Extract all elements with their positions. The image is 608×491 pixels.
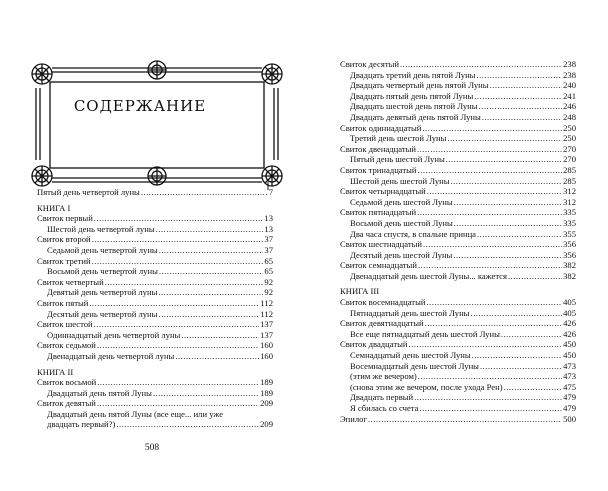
toc-entry-title: (этим же вечером) bbox=[350, 371, 417, 382]
dot-leader bbox=[508, 271, 562, 282]
toc-entry[interactable] bbox=[340, 271, 576, 282]
toc-list-left bbox=[37, 187, 273, 430]
toc-entry-title: Одиннадцатый день четвертой луны bbox=[47, 329, 181, 340]
toc-entry-page: 382 bbox=[563, 270, 576, 281]
toc-entry-page: 65 bbox=[264, 255, 273, 266]
dot-leader bbox=[476, 70, 562, 81]
toc-entry-title: Десятый день четвертой луны bbox=[47, 308, 158, 319]
toc-part-heading: КНИГА III bbox=[340, 286, 380, 297]
dot-leader bbox=[408, 339, 562, 350]
toc-entry-page: 137 bbox=[260, 329, 273, 340]
toc-entry[interactable] bbox=[340, 144, 576, 155]
toc-entry[interactable] bbox=[37, 256, 273, 267]
toc-entry-page: 13 bbox=[264, 223, 273, 234]
toc-entry-title: Девятый день четвертой луны bbox=[47, 287, 158, 298]
toc-entry-title: Шестой день четвертой луны bbox=[47, 223, 155, 234]
toc-entry[interactable] bbox=[340, 218, 576, 229]
toc-entry-page: 356 bbox=[563, 239, 576, 250]
toc-entry[interactable] bbox=[37, 377, 273, 388]
toc-entry-title: Двадцать третий день пятой Луны bbox=[350, 69, 476, 80]
toc-entry[interactable] bbox=[340, 392, 576, 403]
dot-leader bbox=[105, 277, 264, 288]
toc-entry-title: Восьмой день четвертой луны bbox=[47, 266, 158, 277]
toc-entry[interactable] bbox=[37, 388, 273, 399]
toc-entry[interactable] bbox=[340, 297, 576, 308]
toc-entry-title: Двенадцатый день четвертой луны bbox=[47, 350, 175, 361]
toc-entry-page: 209 bbox=[260, 398, 273, 409]
toc-entry-title: Эпилог bbox=[340, 413, 367, 424]
toc-entry-title: Свиток восемнадцатый bbox=[340, 297, 426, 308]
toc-entry-page: 240 bbox=[563, 80, 576, 91]
toc-entry-title: Свиток шестнадцатый bbox=[340, 239, 422, 250]
toc-entry[interactable] bbox=[37, 409, 273, 420]
dot-leader bbox=[418, 260, 562, 271]
dot-leader bbox=[97, 398, 259, 409]
toc-entry-title: Седьмой день шестой Луны bbox=[350, 196, 453, 207]
toc-entry-page: 92 bbox=[264, 287, 273, 298]
toc-entry-title: Шестой день шестой Луны bbox=[350, 175, 450, 186]
toc-entry-title: Восемнадцатый день шестой Луны bbox=[350, 360, 479, 371]
toc-entry[interactable] bbox=[340, 59, 576, 70]
toc-entry[interactable] bbox=[340, 176, 576, 187]
toc-entry[interactable] bbox=[340, 123, 576, 134]
toc-entry-title: Двадцать пятый день пятой Луны bbox=[350, 90, 474, 101]
toc-entry[interactable] bbox=[37, 213, 273, 224]
page-title: СОДЕРЖАНИЕ bbox=[73, 97, 207, 115]
dot-leader bbox=[490, 80, 563, 91]
toc-entry-title: Двадцать четвертый день пятой Луны bbox=[350, 80, 489, 91]
toc-entry[interactable] bbox=[340, 260, 576, 271]
toc-entry-title: Десятый день шестой Луны bbox=[350, 249, 453, 260]
toc-entry-page: 248 bbox=[563, 111, 576, 122]
toc-entry[interactable] bbox=[340, 207, 576, 218]
dot-leader bbox=[446, 154, 562, 165]
toc-entry-title: Двадцатый день пятой Луны bbox=[47, 387, 152, 398]
toc-entry-page: 189 bbox=[260, 377, 273, 388]
toc-entry-page: 112 bbox=[260, 308, 273, 319]
toc-entry-title: Свиток одиннадцатый bbox=[340, 122, 422, 133]
toc-entry[interactable] bbox=[37, 319, 273, 330]
toc-entry-page: 312 bbox=[563, 186, 576, 197]
toc-entry-page: 450 bbox=[563, 339, 576, 350]
toc-entry[interactable] bbox=[340, 165, 576, 176]
toc-entry-page: 382 bbox=[563, 260, 576, 271]
toc-entry-page: 426 bbox=[563, 318, 576, 329]
toc-entry[interactable] bbox=[37, 309, 273, 320]
toc-entry[interactable] bbox=[340, 414, 576, 425]
toc-entry-page: 312 bbox=[563, 196, 576, 207]
toc-entry-page: 137 bbox=[260, 319, 273, 330]
toc-entry[interactable] bbox=[340, 350, 576, 361]
toc-entry[interactable] bbox=[340, 239, 576, 250]
dot-leader bbox=[175, 351, 259, 362]
dot-leader bbox=[92, 256, 264, 267]
toc-entry-title: Двадцать шестой день пятой Луны bbox=[350, 101, 478, 112]
dot-leader bbox=[116, 419, 259, 430]
dot-leader bbox=[470, 308, 562, 319]
toc-entry-page: 500 bbox=[563, 413, 576, 424]
toc-entry-title: Пятый день шестой Луны bbox=[350, 154, 445, 165]
toc-entry-title: Двадцать первый bbox=[350, 392, 414, 403]
dot-leader bbox=[501, 329, 562, 340]
dot-leader bbox=[159, 245, 264, 256]
toc-entry-page: 285 bbox=[563, 175, 576, 186]
dot-leader bbox=[427, 186, 562, 197]
toc-entry-page: 13 bbox=[264, 213, 273, 224]
toc-entry-title: Свиток первый bbox=[37, 213, 93, 224]
toc-entry[interactable] bbox=[37, 287, 273, 298]
toc-entry[interactable] bbox=[37, 351, 273, 362]
toc-entry[interactable] bbox=[37, 330, 273, 341]
toc-entry[interactable] bbox=[37, 340, 273, 351]
dot-leader bbox=[479, 101, 563, 112]
toc-entry-title: Два часа спустя, в спальне принца bbox=[350, 228, 476, 239]
toc-entry-title: Свиток двадцатый bbox=[340, 339, 408, 350]
toc-entry[interactable] bbox=[37, 298, 273, 309]
toc-entry[interactable] bbox=[37, 277, 273, 288]
toc-entry[interactable] bbox=[340, 318, 576, 329]
toc-entry[interactable] bbox=[340, 133, 576, 144]
toc-entry-title: Двенадцатый день шестой Луны... кажется bbox=[350, 270, 507, 281]
toc-entry-title: Свиток седьмой bbox=[37, 340, 96, 351]
toc-entry-title: Свиток пятый bbox=[37, 297, 89, 308]
toc-entry-page: 479 bbox=[563, 392, 576, 403]
dot-leader bbox=[472, 350, 562, 361]
toc-entry-title: Я сбилась со счета bbox=[350, 403, 419, 413]
ornamental-title-frame bbox=[28, 60, 286, 190]
dot-leader bbox=[450, 176, 562, 187]
toc-entry-page: 473 bbox=[563, 360, 576, 371]
toc-entry[interactable] bbox=[340, 197, 576, 208]
toc-entry[interactable] bbox=[340, 154, 576, 165]
toc-entry-title: Свиток пятнадцатый bbox=[340, 207, 417, 218]
dot-leader bbox=[156, 224, 264, 235]
toc-part-heading: КНИГА I bbox=[37, 202, 71, 213]
page-number: 508 bbox=[144, 443, 160, 453]
toc-entry-title: Свиток десятый bbox=[340, 59, 399, 69]
toc-entry-title: (снова этим же вечером, после ухода Рен) bbox=[350, 381, 503, 392]
dot-leader bbox=[422, 123, 562, 134]
toc-entry-page: 285 bbox=[563, 164, 576, 175]
toc-entry-page: 473 bbox=[563, 371, 576, 382]
dot-leader bbox=[453, 250, 562, 261]
toc-entry[interactable] bbox=[340, 329, 576, 340]
toc-entry-page: 189 bbox=[260, 387, 273, 398]
toc-entry-page: 405 bbox=[563, 297, 576, 308]
toc-entry-page: 479 bbox=[563, 403, 576, 413]
toc-entry-title: Свиток восьмой bbox=[37, 377, 97, 388]
toc-entry[interactable] bbox=[340, 101, 576, 112]
toc-entry[interactable] bbox=[37, 266, 273, 277]
toc-entry-page: 270 bbox=[563, 154, 576, 165]
toc-entry-page: 160 bbox=[260, 350, 273, 361]
toc-entry[interactable] bbox=[340, 229, 576, 240]
dot-leader bbox=[153, 388, 259, 399]
toc-entry[interactable] bbox=[340, 80, 576, 91]
dot-leader bbox=[141, 187, 268, 198]
toc-entry-page: 250 bbox=[563, 133, 576, 144]
toc-entry-page: 92 bbox=[264, 276, 273, 287]
toc-entry-title: Двадцать девятый день пятой Луны bbox=[350, 111, 481, 122]
toc-entry[interactable] bbox=[37, 398, 273, 409]
dot-leader bbox=[482, 112, 562, 123]
toc-entry-page: 209 bbox=[260, 419, 273, 430]
toc-entry-title: Свиток четырнадцатый bbox=[340, 186, 426, 197]
toc-entry-page: 65 bbox=[264, 266, 273, 277]
toc-entry-title: Свиток двенадцатый bbox=[340, 143, 416, 154]
toc-entry-title: Свиток второй bbox=[37, 234, 91, 245]
dot-leader bbox=[480, 361, 562, 372]
toc-entry-title: Третий день шестой Луны bbox=[350, 133, 447, 144]
toc-entry-page: 355 bbox=[563, 228, 576, 239]
toc-entry-title: Пятнадцатый день шестой Луны bbox=[350, 307, 470, 318]
toc-entry-page: 160 bbox=[260, 340, 273, 351]
dot-leader bbox=[477, 229, 562, 240]
toc-entry-page: 335 bbox=[563, 217, 576, 228]
toc-entry-page: 241 bbox=[563, 90, 576, 101]
toc-entry-title: Свиток девятый bbox=[37, 398, 96, 409]
toc-entry[interactable] bbox=[340, 112, 576, 123]
toc-entry-page: 246 bbox=[563, 101, 576, 112]
toc-entry-title: Восьмой день шестой Луны bbox=[350, 217, 453, 228]
toc-entry[interactable] bbox=[340, 308, 576, 319]
toc-entry[interactable] bbox=[37, 419, 273, 430]
toc-entry[interactable] bbox=[340, 339, 576, 350]
toc-entry[interactable] bbox=[37, 245, 273, 256]
dot-leader bbox=[159, 266, 264, 277]
dot-leader bbox=[425, 318, 563, 329]
dot-leader bbox=[181, 330, 259, 341]
toc-entry-page: 238 bbox=[563, 59, 576, 69]
toc-entry-title: двадцать первый?) bbox=[47, 419, 116, 430]
toc-entry-title: Двадцатый день пятой Луны (все еще... или уже bbox=[47, 408, 224, 419]
dot-leader bbox=[419, 403, 562, 414]
dot-leader bbox=[417, 144, 562, 155]
toc-entry-page: 37 bbox=[264, 244, 273, 255]
dot-leader bbox=[454, 197, 563, 208]
dot-leader bbox=[94, 213, 264, 224]
toc-entry-page: 475 bbox=[563, 381, 576, 392]
toc-entry-page: 238 bbox=[563, 69, 576, 80]
toc-list-right bbox=[340, 59, 576, 424]
toc-part-heading: КНИГА II bbox=[37, 366, 74, 377]
toc-entry[interactable] bbox=[340, 382, 576, 393]
dot-leader bbox=[97, 340, 259, 351]
toc-entry[interactable] bbox=[340, 186, 576, 197]
dot-leader bbox=[158, 309, 259, 320]
right-page bbox=[304, 0, 608, 491]
toc-entry-title: Семнадцатый день шестой Луны bbox=[350, 350, 471, 361]
toc-entry-page: 270 bbox=[563, 143, 576, 154]
dot-leader bbox=[454, 218, 562, 229]
dot-leader bbox=[504, 382, 563, 393]
toc-entry[interactable] bbox=[37, 187, 273, 198]
dot-leader bbox=[418, 165, 563, 176]
dot-leader bbox=[474, 91, 562, 102]
toc-entry[interactable] bbox=[340, 91, 576, 102]
dot-leader bbox=[417, 207, 562, 218]
toc-entry-title: Седьмой день четвертой луны bbox=[47, 244, 158, 255]
dot-leader bbox=[447, 133, 562, 144]
toc-entry[interactable] bbox=[37, 224, 273, 235]
toc-entry[interactable] bbox=[37, 234, 273, 245]
toc-entry-title: Свиток семнадцатый bbox=[340, 260, 417, 271]
toc-entry-title: Все еще пятнадцатый день шестой Луны bbox=[350, 328, 500, 339]
toc-entry[interactable] bbox=[340, 70, 576, 81]
dot-leader bbox=[414, 392, 562, 403]
toc-entry-page: 426 bbox=[563, 328, 576, 339]
toc-entry[interactable] bbox=[340, 371, 576, 382]
toc-entry-title: Свиток девятнадцатый bbox=[340, 318, 424, 329]
dot-leader bbox=[89, 298, 259, 309]
toc-entry-page: 7 bbox=[268, 187, 273, 197]
dot-leader bbox=[418, 371, 562, 382]
toc-entry-page: 112 bbox=[260, 297, 273, 308]
toc-entry[interactable] bbox=[340, 361, 576, 372]
toc-entry-page: 250 bbox=[563, 122, 576, 133]
dot-leader bbox=[97, 377, 259, 388]
dot-leader bbox=[158, 287, 263, 298]
toc-entry[interactable] bbox=[340, 403, 576, 414]
dot-leader bbox=[426, 297, 562, 308]
dot-leader bbox=[423, 239, 562, 250]
toc-entry-title: Свиток шестой bbox=[37, 319, 93, 330]
toc-entry[interactable] bbox=[340, 250, 576, 261]
toc-entry-title: Пятый день четвертой луны bbox=[37, 187, 140, 197]
toc-entry-page: 450 bbox=[563, 350, 576, 361]
toc-entry-page: 37 bbox=[264, 234, 273, 245]
toc-entry-page: 356 bbox=[563, 249, 576, 260]
toc-entry-title: Свиток четвертый bbox=[37, 276, 104, 287]
dot-leader bbox=[400, 59, 562, 70]
dot-leader bbox=[92, 234, 264, 245]
toc-entry-page: 335 bbox=[563, 207, 576, 218]
dot-leader bbox=[368, 414, 562, 425]
toc-entry-title: Свиток тринадцатый bbox=[340, 164, 417, 175]
dot-leader bbox=[94, 319, 259, 330]
toc-entry-title: Свиток третий bbox=[37, 255, 91, 266]
toc-entry-page: 405 bbox=[563, 307, 576, 318]
